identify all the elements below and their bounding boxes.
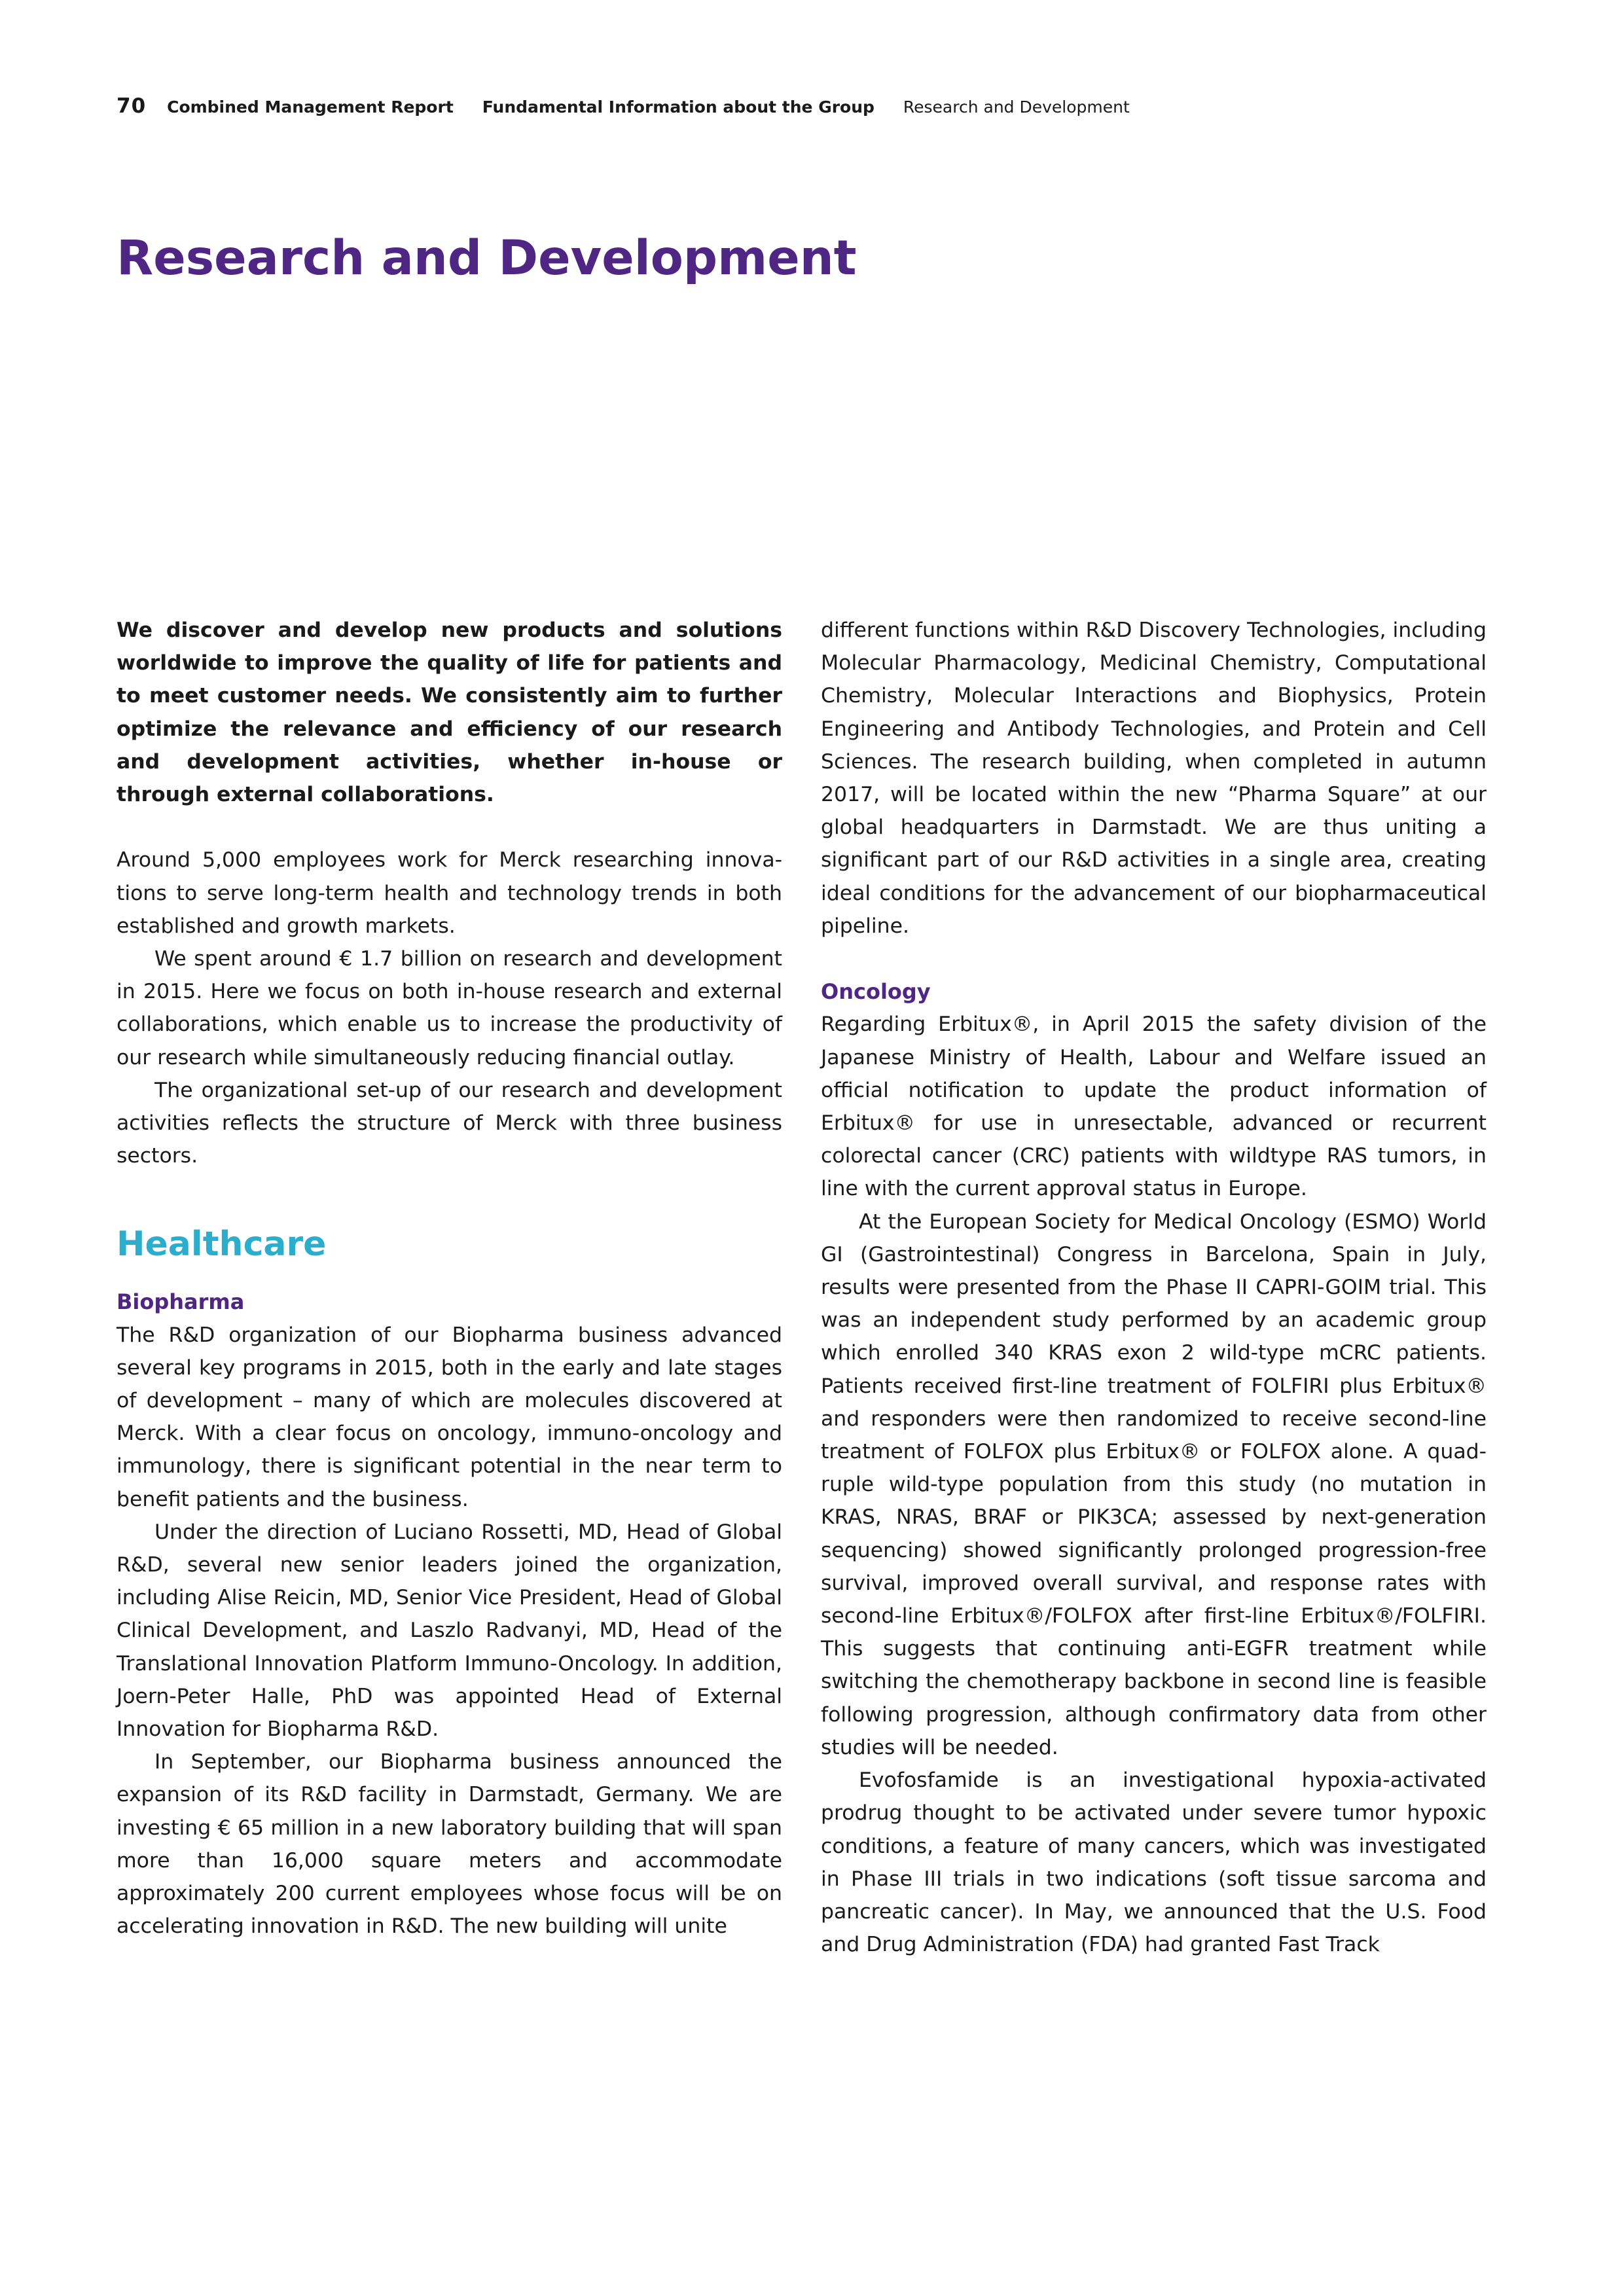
- paragraph: different functions within R&D Discovery Technologies, including Molecular Pharmacology, Medicinal Chemistry, Computational Chemistry, Molecular Interactions and Biophysics, Protein Engineering and Antibody Technologies, and Protein and Cell Sciences. The research building, when completed in autumn 2017, will be located within the new “Pharma Square” at our global headquarters in Darmstadt. We are thus uniting a significant part of our R&D activities in a single area, creating ideal conditions for the advancement of our biopharmaceutical pipeline.: [821, 619, 1487, 938]
- subheading-oncology: Oncology: [821, 979, 931, 1005]
- paragraph: The organizational set-up of our research and development activities reflects the structure of Merck with three business sectors.: [117, 1078, 782, 1168]
- paragraph: Around 5,000 employees work for Merck researching innovations to serve long-term health and technology trends in both established and growth markets.: [117, 848, 782, 938]
- header-topic: Research and Development: [903, 98, 1130, 117]
- header-subsection: Fundamental Information about the Group: [482, 98, 875, 117]
- running-header: [117, 93, 1491, 119]
- lead-paragraph: We discover and develop new products and solutions worldwide to improve the quality of life for patients and to meet customer needs. We consistently aim to further optimize the relevance and efficiency of our research and development activities, whether in-house or through external collaborations.: [117, 619, 782, 807]
- paragraph: Evofosfamide is an investigational hypoxia-activated prodrug thought to be activated under severe tumor hypoxic conditions, a feature of many cancers, which was investigated in Phase III trials in two indications (soft tissue sarcoma and pancreatic cancer). In May, we announced that the U.S. Food and Drug Administration (FDA) had granted Fast Track: [821, 1768, 1487, 1957]
- header-section: Combined Management Report: [167, 98, 454, 117]
- paragraph: Under the direction of Luciano Rossetti, MD, Head of Global R&D, several new senior leaders joined the organization, including Alise Reicin, MD, Senior Vice President, Head of Global Clinical Development, and Laszlo Radvanyi, MD, Head of the Translational Innovation Platform Immuno-Oncology. In addition, Joern-Peter Halle, PhD was appointed Head of External Innovation for Biopharma R&D.: [117, 1520, 782, 1742]
- page-title: Research and Development: [117, 230, 857, 286]
- right-column: [821, 614, 1487, 1961]
- paragraph: At the European Society for Medical Oncology (ESMO) World GI (Gastrointestinal) Congress in Barcelona, Spain in July, results were presented from the Phase II CAPRI-GOIM trial. This was an independent study performed by an academic group which enrolled 340 KRAS exon 2 wild-type mCRC patients. Patients received first-line treatment of FOLFIRI plus Erbitux® and responders were then randomized to receive second-line treatment of FOLFOX plus Erbitux® or FOLFOX alone. A quadruple wild-type population from this study (no mutation in KRAS, NRAS, BRAF or PIK3CA; assessed by next-generation sequencing) showed significantly prolonged progression-free survival, improved overall survival, and response rates with second-line Erbitux®/FOLFOX after first-line Erbitux®/FOLFIRI. This suggests that continuing anti-EGFR treatment while switching the chemotherapy backbone in second line is feasible following progression, although confirmatory data from other studies will be needed.: [821, 1210, 1487, 1759]
- paragraph: Regarding Erbitux®, in April 2015 the safety division of the Japanese Ministry of Health, Labour and Welfare issued an official notification to update the product information of Erbitux® for use in unresectable, advanced or recurrent colorectal cancer (CRC) patients with wildtype RAS tumors, in line with the current approval status in Europe.: [821, 1013, 1487, 1201]
- paragraph: We spent around € 1.7 billion on research and development in 2015. Here we focus on both in-house research and external collaborations, which enable us to increase the productivity of our research while simultaneously reducing financial outlay.: [117, 947, 782, 1069]
- left-column: [117, 614, 782, 1943]
- paragraph: In September, our Biopharma business announced the expansion of its R&D facility in Darmstadt, Germany. We are investing € 65 million in a new laboratory building that will span more than 16,000 square meters and accommodate approximately 200 current employees whose focus will be on accelerating innovation in R&D. The new building will unite: [117, 1750, 782, 1939]
- section-heading-healthcare: Healthcare: [117, 1225, 327, 1265]
- page-number: 70: [117, 94, 147, 118]
- subheading-biopharma: Biopharma: [117, 1289, 245, 1315]
- paragraph: The R&D organization of our Biopharma business advanced several key programs in 2015, both in the early and late stages of development – many of which are molecules discovered at Merck. With a clear focus on oncology, immuno-oncology and immunology, there is significant potential in the near term to benefit patients and the business.: [117, 1323, 782, 1511]
